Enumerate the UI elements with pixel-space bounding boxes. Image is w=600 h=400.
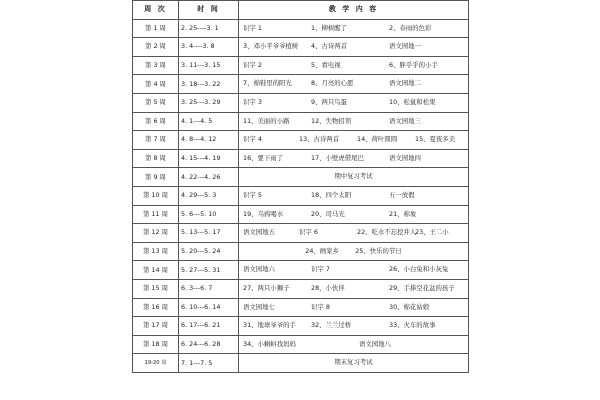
date-cell: 5. 6---5. 10 xyxy=(179,205,239,224)
table-row xyxy=(133,317,469,336)
week-cell: 第 12 周 xyxy=(133,224,179,243)
date-cell: 6. 17---6. 21 xyxy=(179,317,239,336)
lesson-item: 30、棉花姑娘 xyxy=(389,302,430,311)
date-cell: 3. 25---3. 29 xyxy=(179,93,239,112)
date-cell: 4. 22---4. 26 xyxy=(179,168,239,187)
lesson-item: 19、乌鸦喝水 xyxy=(243,209,284,218)
lesson-item: 语文园地三 xyxy=(389,116,421,125)
content-cell xyxy=(239,205,469,224)
lesson-item: 语文园地四 xyxy=(389,153,421,162)
content-cell xyxy=(239,75,469,94)
table-row xyxy=(133,19,469,38)
date-cell: 4. 15---4. 19 xyxy=(179,149,239,168)
lesson-item: 语文园地一 xyxy=(389,42,421,51)
table-header-row xyxy=(133,1,469,20)
lesson-item: 语文园地二 xyxy=(389,79,421,88)
lesson-item: 26、小白兔和小灰兔 xyxy=(389,265,449,274)
week-cell: 第 3 周 xyxy=(133,56,179,75)
content-cell xyxy=(239,168,469,187)
table-row xyxy=(133,335,469,354)
lesson-item: 22、吃水不忘挖井人 xyxy=(357,228,417,237)
lesson-item: 语文园地八 xyxy=(359,339,391,348)
lesson-item: 33、火车的故事 xyxy=(389,321,436,330)
lesson-item: 识字 7 xyxy=(311,265,330,274)
week-cell: 第 17 周 xyxy=(133,317,179,336)
week-cell: 第 10 周 xyxy=(133,186,179,205)
week-cell: 19-20 周 xyxy=(133,354,179,373)
table-row xyxy=(133,242,469,261)
content-cell xyxy=(239,279,469,298)
lesson-item: 识字 6 xyxy=(299,228,318,237)
date-cell: 3. 18---3. 22 xyxy=(179,75,239,94)
table-row xyxy=(133,38,469,57)
week-cell: 第 11 周 xyxy=(133,205,179,224)
lesson-item: 15、夏夜多美 xyxy=(415,135,456,144)
table-row xyxy=(133,298,469,317)
date-cell: 5. 20---5. 24 xyxy=(179,242,239,261)
content-cell xyxy=(239,19,469,38)
week-cell: 第 6 周 xyxy=(133,112,179,131)
lesson-item: 18、四个太阳 xyxy=(311,190,352,199)
lesson-item: 识字 1 xyxy=(243,23,262,32)
lesson-item: 14、荷叶圆圆 xyxy=(357,135,398,144)
table-row xyxy=(133,112,469,131)
lesson-item: 21、称象 xyxy=(389,209,417,218)
lesson-item: 23、王二小 xyxy=(415,228,449,237)
lesson-item: 识字 4 xyxy=(243,135,262,144)
table-row xyxy=(133,168,469,187)
date-cell: 5. 27---5. 31 xyxy=(179,261,239,280)
header-date: 时 间 xyxy=(179,1,239,20)
week-cell: 第 2 周 xyxy=(133,38,179,57)
content-cell xyxy=(239,38,469,57)
content-cell xyxy=(239,298,469,317)
content-cell xyxy=(239,149,469,168)
table-row xyxy=(133,75,469,94)
week-cell: 第 9 周 xyxy=(133,168,179,187)
content-cell xyxy=(239,242,469,261)
lesson-item: 5、看电视 xyxy=(311,60,341,69)
lesson-item: 识字 8 xyxy=(311,302,330,311)
lesson-item: 4、古诗两首 xyxy=(311,42,348,51)
lesson-item: 语文园地五 xyxy=(243,228,275,237)
lesson-item: 20、司马光 xyxy=(311,209,345,218)
lesson-item: 27、两只小狮子 xyxy=(243,283,290,292)
lesson-item: 16、要下雨了 xyxy=(243,153,284,162)
week-cell: 第 14 周 xyxy=(133,261,179,280)
header-content: 教 学 内 容 xyxy=(239,1,469,20)
date-cell: 6. 3---6. 7 xyxy=(179,279,239,298)
lesson-item: 2、春雨的色彩 xyxy=(389,23,432,32)
date-cell: 2. 25----3. 1 xyxy=(179,19,239,38)
date-cell: 3. 4----3. 8 xyxy=(179,38,239,57)
date-cell: 3. 11---3. 15 xyxy=(179,56,239,75)
date-cell: 6. 10---6. 14 xyxy=(179,298,239,317)
content-note: 期末复习考试 xyxy=(334,358,373,367)
lesson-item: 10、松鼠和松果 xyxy=(389,97,436,106)
header-week: 周 次 xyxy=(133,1,179,20)
date-cell: 6. 24---6. 28 xyxy=(179,335,239,354)
week-cell: 第 1 周 xyxy=(133,19,179,38)
lesson-item: 7、棉鞋里的阳光 xyxy=(243,79,292,88)
date-cell: 4. 1---4. 5 xyxy=(179,112,239,131)
lesson-item: 3、邓小平爷爷植树 xyxy=(243,42,299,51)
table-row xyxy=(133,131,469,150)
lesson-item: 32、兰兰过桥 xyxy=(311,321,352,330)
lesson-item: 1、柳树醒了 xyxy=(311,23,348,32)
date-cell: 7. 1---7. 5 xyxy=(179,354,239,373)
lesson-item: 识字 5 xyxy=(243,190,262,199)
content-cell xyxy=(239,317,469,336)
content-cell xyxy=(239,261,469,280)
content-cell xyxy=(239,93,469,112)
date-cell: 5. 13---5. 17 xyxy=(179,224,239,243)
lesson-item: 17、小壁虎借尾巴 xyxy=(311,153,364,162)
week-cell: 第 8 周 xyxy=(133,149,179,168)
table-row xyxy=(133,354,469,373)
lesson-item: 29、手捧空花盆的孩子 xyxy=(389,283,455,292)
date-cell: 4. 29---5. 3 xyxy=(179,186,239,205)
table-row xyxy=(133,224,469,243)
table-row xyxy=(133,56,469,75)
lesson-item: 11、美丽的小路 xyxy=(243,116,290,125)
table-row xyxy=(133,186,469,205)
lesson-item: 识字 2 xyxy=(243,60,262,69)
table-row xyxy=(133,261,469,280)
content-note: 24、画家乡 25、快乐的节日 xyxy=(305,246,402,255)
week-cell: 第 16 周 xyxy=(133,298,179,317)
week-cell: 第 5 周 xyxy=(133,93,179,112)
table-row xyxy=(133,205,469,224)
table-row xyxy=(133,93,469,112)
lesson-item: 五一放假 xyxy=(389,190,415,199)
week-cell: 第 13 周 xyxy=(133,242,179,261)
content-cell xyxy=(239,335,469,354)
lesson-item: 34、小蝌蚪找妈妈 xyxy=(243,339,296,348)
table-row xyxy=(133,149,469,168)
content-cell xyxy=(239,131,469,150)
lesson-item: 28、小伙伴 xyxy=(311,283,345,292)
date-cell: 4. 8---4. 12 xyxy=(179,131,239,150)
lesson-item: 9、两只鸟蛋 xyxy=(311,97,348,106)
content-cell xyxy=(239,56,469,75)
teaching-schedule-table xyxy=(132,0,469,373)
content-cell xyxy=(239,354,469,373)
lesson-item: 31、地球爷爷的手 xyxy=(243,321,296,330)
week-cell: 第 7 周 xyxy=(133,131,179,150)
content-note: 期中复习考试 xyxy=(334,172,373,181)
lesson-item: 语文园地七 xyxy=(243,302,275,311)
week-cell: 第 4 周 xyxy=(133,75,179,94)
week-cell: 第 15 周 xyxy=(133,279,179,298)
content-cell xyxy=(239,224,469,243)
lesson-item: 13、古诗两首 xyxy=(299,135,340,144)
table-row xyxy=(133,279,469,298)
lesson-item: 12、失物招领 xyxy=(311,116,352,125)
lesson-item: 6、胖乎乎的小手 xyxy=(389,60,438,69)
content-cell xyxy=(239,186,469,205)
content-cell xyxy=(239,112,469,131)
lesson-item: 语文园地六 xyxy=(243,265,275,274)
lesson-item: 8、月亮的心愿 xyxy=(311,79,354,88)
week-cell: 第 18 周 xyxy=(133,335,179,354)
lesson-item: 识字 3 xyxy=(243,97,262,106)
